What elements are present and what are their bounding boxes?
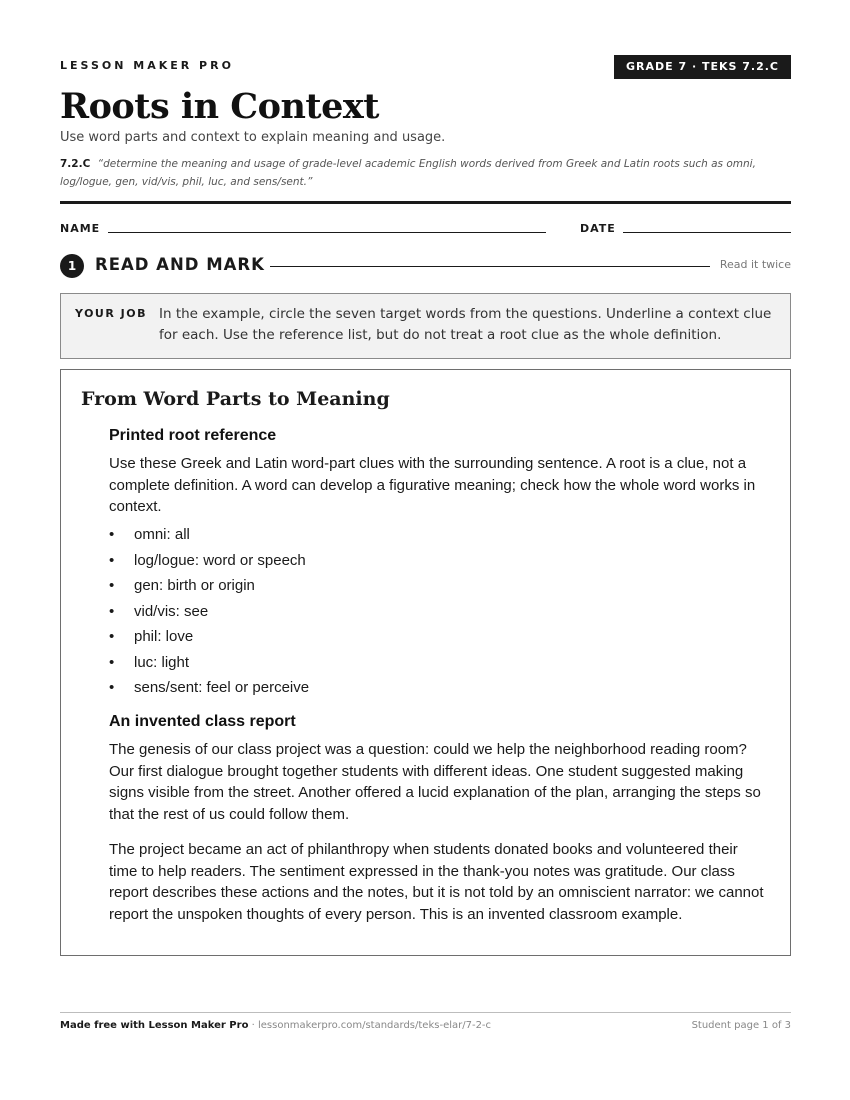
- root-entry: phil: love: [134, 628, 194, 645]
- list-item: [109, 522, 709, 548]
- section-title: READ AND MARK: [95, 255, 265, 274]
- reference-intro: Use these Greek and Latin word-part clues with the surrounding sentence. A root is a clue, not a complete definition. A word can develop a figurative meaning; check how the whole word works in context.: [109, 455, 756, 515]
- page-title: Roots in Context: [60, 86, 379, 127]
- name-date-row: [60, 220, 791, 236]
- bullet-icon: •: [109, 602, 115, 620]
- list-item: [109, 548, 709, 574]
- footer-made-with: Made free with Lesson Maker Pro: [60, 1020, 249, 1031]
- date-label: DATE: [580, 222, 616, 235]
- footer-url[interactable]: lessonmakerpro.com/standards/teks-elar/7-2-c: [257, 1020, 492, 1031]
- standard-statement: [60, 155, 791, 191]
- standard-code: 7.2.C: [60, 158, 91, 170]
- step-number-badge: 1: [60, 254, 84, 278]
- footer-separator: ·: [248, 1020, 258, 1031]
- header-bar: [60, 55, 791, 79]
- instructions-box: [60, 293, 791, 359]
- section-rule: [270, 266, 710, 267]
- bullet-icon: •: [109, 653, 115, 671]
- instructions-text: In the example, circle the seven target words from the questions. Underline a context clue for each. Use the reference list, but do not treat a root clue as the whole definition.: [159, 306, 772, 343]
- instructions-label: YOUR JOB: [75, 307, 147, 320]
- grade-badge: GRADE 7 · TEKS 7.2.C: [614, 55, 791, 79]
- header-divider: [60, 201, 791, 204]
- reading-passage: [60, 369, 791, 956]
- root-reference-list: [109, 522, 709, 701]
- standard-text: “determine the meaning and usage of grade-level academic English words derived from Greek and Latin roots such as omni, log/logue, gen, vid/vis, phil, luc, and sens/sent.”: [60, 158, 756, 188]
- root-entry: gen: birth or origin: [134, 577, 255, 594]
- list-item: [109, 599, 709, 625]
- page-subtitle: Use word parts and context to explain meaning and usage.: [60, 130, 446, 145]
- date-field[interactable]: [623, 232, 791, 233]
- list-item: [109, 624, 709, 650]
- list-item: [109, 573, 709, 599]
- footer-credit: [60, 1020, 491, 1031]
- root-entry: omni: all: [134, 526, 190, 543]
- bullet-icon: •: [109, 526, 115, 543]
- report-paragraph-2: The project became an act of philanthropy when students donated books and volunteered their time to help readers. The sentiment expressed in the thank-you notes was gratitude. Our class report describes these actions and the notes, but it is not told by an omniscient narrator: we cannot report the unspoken thoughts of every person. This is an invented classroom example.: [109, 841, 764, 923]
- root-entry: vid/vis: see: [134, 602, 209, 620]
- bullet-icon: •: [109, 551, 115, 569]
- footer-divider: [60, 1012, 791, 1013]
- bullet-icon: •: [109, 679, 115, 696]
- section-header: [60, 253, 791, 279]
- list-item: [109, 650, 709, 676]
- worksheet-page: [60, 0, 791, 1100]
- section-note: Read it twice: [719, 258, 791, 271]
- bullet-icon: •: [109, 628, 115, 645]
- footer-page-number: Student page 1 of 3: [691, 1020, 791, 1031]
- root-entry: sens/sent: feel or perceive: [134, 679, 310, 696]
- report-heading: An invented class report: [109, 713, 296, 730]
- root-entry: log/logue: word or speech: [134, 551, 306, 569]
- passage-title: From Word Parts to Meaning: [81, 388, 390, 410]
- name-field[interactable]: [108, 232, 546, 233]
- reference-heading: Printed root reference: [109, 427, 277, 444]
- brand-name: LESSON MAKER PRO: [60, 59, 234, 72]
- report-paragraph-1: The genesis of our class project was a question: could we help the neighborhood reading room? Our first dialogue brought together students with different ideas. One student suggested making signs visible from the street. Another offered a lucid explanation of the plan, arranging the steps so that the rest of us could follow them.: [109, 741, 761, 823]
- list-item: [109, 675, 709, 701]
- root-entry: luc: light: [134, 653, 190, 671]
- bullet-icon: •: [109, 577, 115, 594]
- name-label: NAME: [60, 222, 101, 235]
